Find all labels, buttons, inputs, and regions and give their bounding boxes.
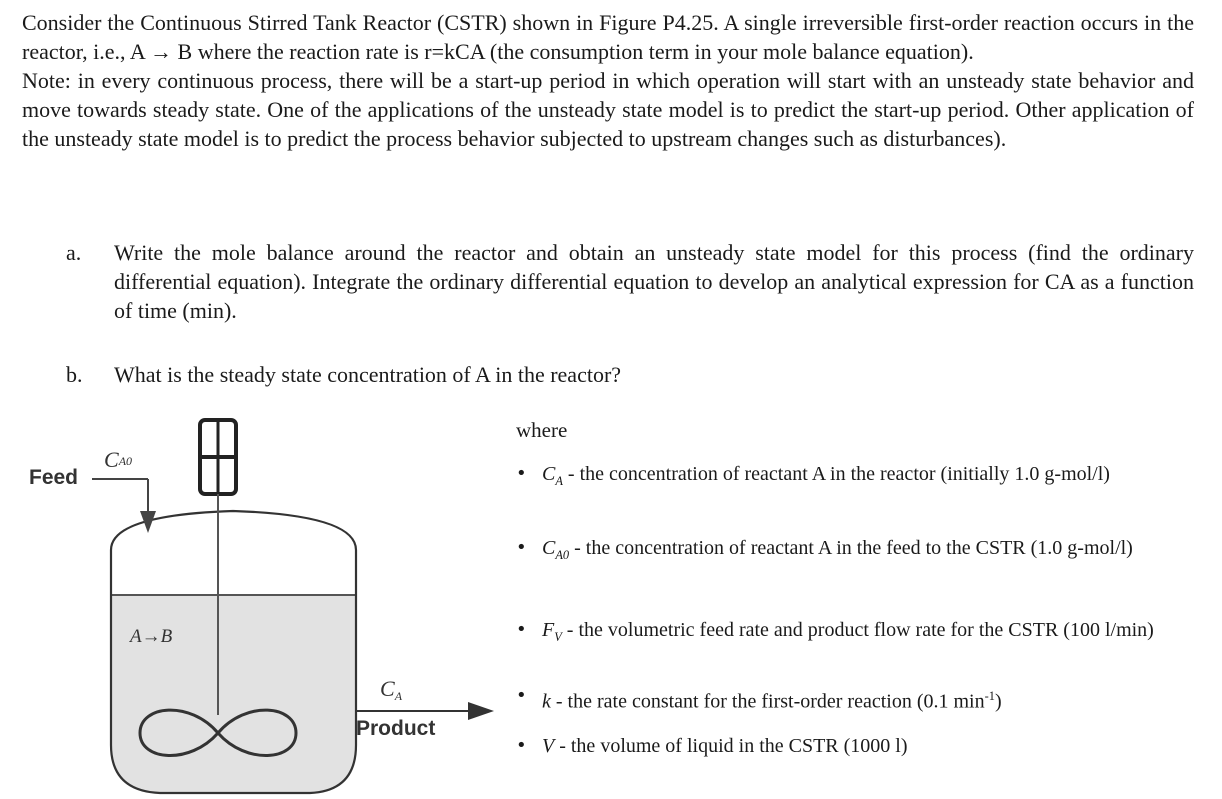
definition-v-text: - the volume of liquid in the CSTR (1000 l) xyxy=(554,735,908,757)
definition-v xyxy=(516,734,908,758)
definition-ca-text: - the concentration of reactant A in the reactor (initially 1.0 g-mol/l) xyxy=(562,463,1110,485)
intro-paragraph-2: Note: in every continuous process, there will be a start-up period in which operation will start with an unsteady state behavior and move towards steady state. One of the applications of the unsteady state model is to predict the start-up period. Other application of the unsteady state model is to predict the process behavior subjected to upstream changes such as disturbances). xyxy=(22,68,1194,151)
definition-ca0 xyxy=(516,536,1133,567)
feed-concentration-label xyxy=(104,447,132,472)
definition-k xyxy=(516,684,1002,714)
question-a-label: a. xyxy=(66,240,82,265)
definition-fv-symbol: F xyxy=(542,619,555,641)
product-arrow xyxy=(468,702,494,720)
definition-fv-text: - the volumetric feed rate and product flow rate for the CSTR (100 l/min) xyxy=(561,619,1154,641)
question-b-text: What is the steady state concentration of A in the reactor? xyxy=(114,362,622,387)
reaction-label: A→B xyxy=(130,626,173,647)
definition-k-text: - the rate constant for the first-order reaction (0.1 min xyxy=(550,690,985,713)
product-concentration-symbol: C xyxy=(380,676,395,701)
intro-paragraph-1: Consider the Continuous Stirred Tank Reactor (CSTR) shown in Figure P4.25. A single irreversible first-order reaction occurs in the reactor, i.e., A → B where the reaction rate is r=kCA (the consumption term in your mole balance equation). xyxy=(22,10,1194,64)
product-concentration-label xyxy=(380,676,403,703)
question-a xyxy=(66,238,1194,325)
definition-v-symbol: V xyxy=(542,735,555,757)
question-b-label: b. xyxy=(66,362,83,387)
where-label: where xyxy=(516,418,568,442)
definition-ca0-symbol: C xyxy=(542,537,556,559)
definition-k-symbol: k xyxy=(542,690,551,713)
definition-k-sup: -1 xyxy=(984,689,995,703)
definition-fv xyxy=(516,618,1154,649)
feed-label: Feed xyxy=(29,466,79,489)
question-a-text: Write the mole balance around the reactor and obtain an unsteady state model for this process (find the ordinary differential equation). Integrate the ordinary differential equation to develop an analytical expression for CA as a function of time (min). xyxy=(114,240,1194,323)
product-concentration-sub: A xyxy=(394,689,403,703)
problem-intro xyxy=(22,8,1194,153)
definition-k-after: ) xyxy=(994,690,1002,713)
agitator-motor xyxy=(200,420,236,494)
definition-ca0-text: - the concentration of reactant A in the feed to the CSTR (1.0 g-mol/l) xyxy=(569,537,1133,559)
feed-concentration-sub: A0 xyxy=(118,454,133,468)
question-b xyxy=(66,360,1194,389)
definition-ca-symbol: C xyxy=(542,463,556,485)
definition-fv-sub: V xyxy=(554,630,562,644)
product-label: Product xyxy=(356,717,436,740)
cstr-figure xyxy=(0,415,510,799)
definition-ca-sub: A xyxy=(555,474,563,488)
reactor-liquid xyxy=(111,595,356,793)
definition-ca xyxy=(516,462,1110,493)
feed-concentration-symbol: C xyxy=(104,447,119,472)
definition-ca0-sub: A0 xyxy=(555,548,570,562)
